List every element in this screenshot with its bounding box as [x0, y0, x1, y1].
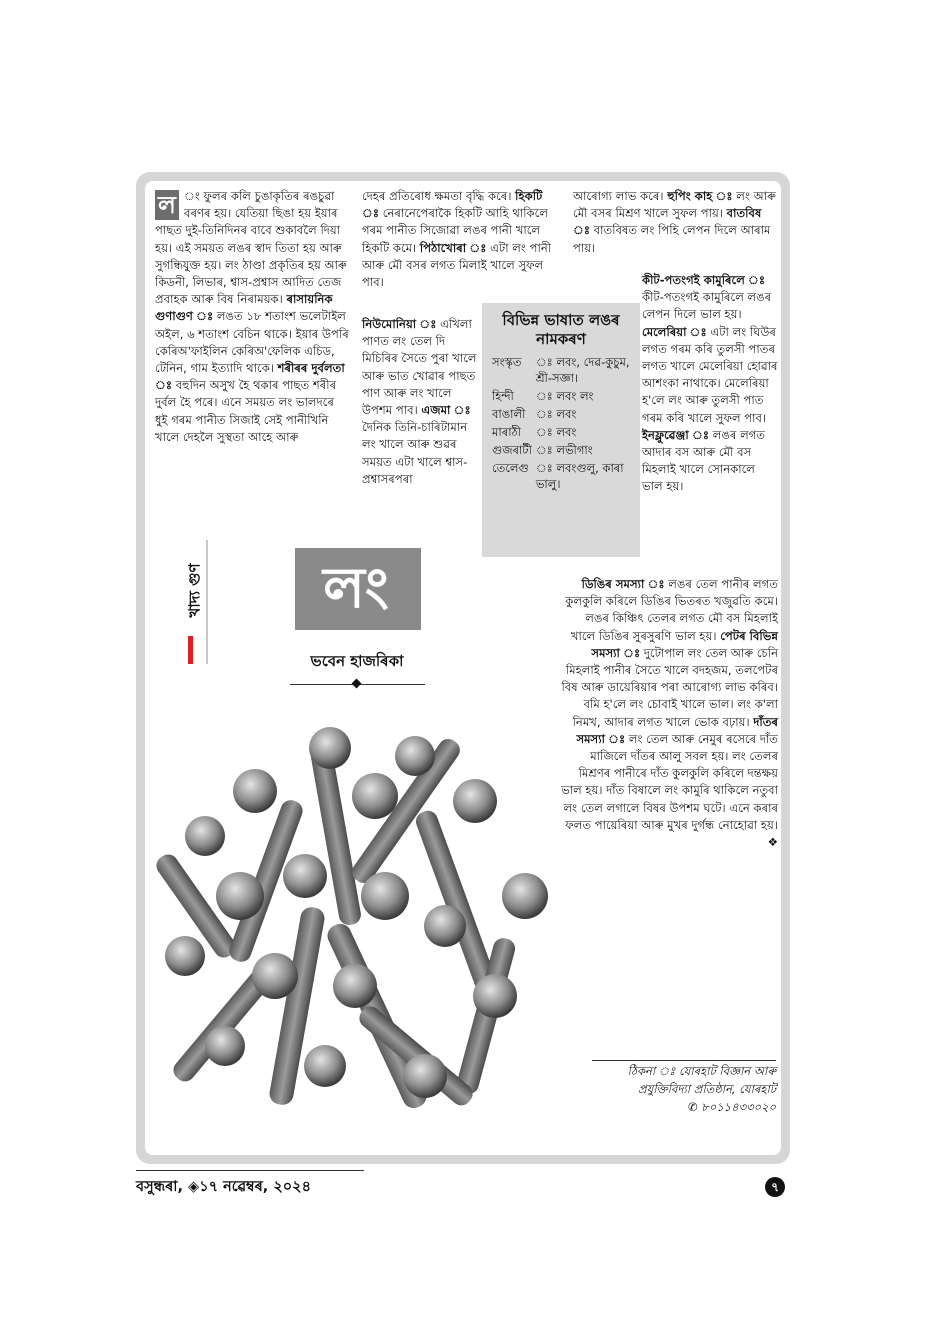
footer-divider [136, 1170, 364, 1171]
name-cell: ঃ লবং লং [535, 389, 594, 403]
col2-lead: দেহৰ প্ৰতিৰোধ ক্ষমতা বৃদ্ধি কৰে। [362, 189, 512, 203]
col3-lead: আৰোগ্য লাভ কৰে। [573, 189, 664, 203]
stomach-text: দুটোপাল লং তেল আৰু চেনি মিহলাই পানীৰ সৈতে খালে বদহজম, তলপেটৰ বিষ আৰু ডায়েৰিয়াৰ পৰা আৰোগ্য লাভ কৰিব। [561, 645, 778, 695]
name-cell: ঃ লবং, দেৱ-কুচুম, শ্ৰী-সজ্ঞা। [535, 355, 630, 385]
signature-divider [592, 1060, 776, 1061]
influenza-text: লঙৰ লগত আদাৰ বস আৰু মৌ বস মিহলাই খালে সোনকালে ভাল হয়। [642, 427, 766, 494]
whooping-cough-text: লং আৰু মৌ বসৰ মিশ্ৰণ খালে সুফল পায়। [573, 189, 776, 221]
clove-photo [145, 686, 565, 1142]
table-row [490, 353, 640, 387]
table-row [490, 441, 640, 459]
heading-pneumonia: নিউমোনিয়া ঃ [362, 317, 437, 331]
heading-stomach: পেটৰ বিভিন্ন সমস্যা ঃ [591, 628, 778, 660]
column-lower-right [560, 576, 778, 851]
address-line-2: প্ৰযুক্তিবিদ্যা প্ৰতিষ্ঠান, যোৰহাট [638, 1082, 776, 1096]
table-row [490, 423, 640, 441]
throat-text: লঙৰ তেল পানীৰ লগত কুলকুলি কৰিলে ডিঙিৰ ভিতৰত খজুৱতি কমে। লঙৰ কিঞ্চিৎ তেলৰ লগত মৌ বস মিহলাই খালে ডিঙিৰ সুৰসুৰণি ভাল হয়। [565, 577, 778, 643]
name-cell: ঃ লবং [535, 425, 577, 439]
appetite-text: লং ক'লা নিমখ, আদাৰ লগত খালে ভোক বঢ়ায়। [572, 697, 778, 729]
heading-chemical-properties: ৰাসায়নিক গুণাগুণ ঃ [155, 292, 333, 324]
language-table [490, 353, 640, 493]
heading-malaria: মেলেৰিয়া ঃ [642, 324, 707, 339]
column-2 [362, 188, 554, 291]
language-names-box [482, 303, 640, 557]
heading-throat: ডিঙিৰ সমস্যা ঃ [581, 577, 665, 591]
column-3-lower [642, 272, 778, 496]
lang-cell: হিন্দী [492, 389, 514, 403]
asthma-text: দৈনিক তিনি-চাৰিটামান লং খালে আৰু শুৱৰ সময়ত এটা খালে শ্বাস-প্ৰশ্বাসৰপৰা [362, 420, 468, 486]
name-cell: ঃ লবং [535, 407, 577, 421]
teeth-text: লং তেল আৰু নেমুৰ ৰসেৰে দাঁত মাজিলে দাঁতৰ আলু সবল হয়। লং তেলৰ মিশ্ৰণৰ পানীৰে দাঁত কুলকুলি কৰিলে দন্তক্ষয় ভাল হয়। দাঁত বিষালে লং কামুৰি থাকিলে নতুবা লং তেল লগালে বিষৰ উপশম ঘটে। এনে কৰাৰ ফলত পায়েৰিয়া আৰু মুখৰ দুৰ্গন্ধ নোহোৱা হয়। ❖ [561, 731, 778, 850]
name-cell: ঃ লবংগুলু, কাৰা ভালু। [535, 461, 624, 491]
accent-bar [188, 636, 193, 664]
box-title: বিভিন্ন ভাষাত লঙৰ নামকৰণ [502, 311, 620, 348]
column-2-lower [362, 316, 480, 488]
vomit-text: বমি হ'লে লং চোবাই খালে ভাল। [583, 697, 734, 712]
lang-cell: মাৰাঠী [492, 425, 521, 439]
malaria-text: এটা লং ঘিউৰ লগত গৰম কৰি তুলসী পাতৰ লগত খালে মেলেৰিয়া হোৱাৰ আশংকা নাথাকে। মেলেৰিয়া হ'লে লং আৰু তুলসী পাত গৰম কৰি খালে সুফল পাব। [642, 324, 778, 425]
lang-cell: তেলেগু [492, 461, 529, 475]
heading-body-weakness: শৰীৰৰ দুৰ্বলতা ঃ [155, 361, 345, 393]
heading-backache: পিঠাখোৰা ঃ [419, 240, 487, 255]
author-name: ভবেন হাজৰিকা [310, 652, 404, 670]
insect-bite-text: কীট-পতংগই কামুৰিলে লঙৰ লেপন দিলে ভাল হয়। [642, 290, 772, 322]
column-1 [155, 188, 350, 446]
heading-arthritis: বাতবিষ ঃ [573, 206, 762, 238]
name-cell: ঃ লভীগাং [535, 443, 593, 457]
heading-hiccup: হিকটি ঃ [362, 189, 543, 221]
heading-insect-bite: কীট-পতংগই কামুৰিলে ঃ [642, 273, 766, 287]
drop-cap: ল [155, 190, 179, 220]
heading-influenza: ইনফ্লুৱেঞ্জা ঃ [642, 427, 710, 442]
pneumonia-text: এখিলা পাণত লং তেল দি মিচিৰিৰ সৈতে পুৰা খালে আৰু ভাত খোৱাৰ পাছত পাণ আৰু লং খালে উপশম পাব। [362, 317, 477, 418]
column-3 [573, 188, 778, 257]
arthritis-text: বাতবিষত লং পিহি লেপন দিলে আৰাম পায়। [573, 223, 771, 255]
address-line-1: ঠিকনা ঃ যোৰহাট বিজ্ঞান আৰু [627, 1064, 776, 1078]
publication-footer: বসুন্ধৰা, ◈১৭ নৱেম্বৰ, ২০২৪ [136, 1179, 312, 1195]
table-row [490, 459, 640, 493]
hiccup-text: নেৰানেপেৰাকৈ হিকটি আহি থাকিলে গৰম পানীত সিজোৱা লঙৰ পানী খালে হিকটি কমে। [362, 206, 548, 255]
backache-text: এটা লং পানী আৰু মৌ বসৰ লগত মিলাই খালে সুফল পাব। [362, 240, 552, 290]
body-weakness-text: বহুদিন অসুখ হৈ থকাৰ পাছত শৰীৰ দুৰ্বল হৈ পৰে। এনে সময়ত লং ভালদৰে ধুই গৰম পানীত সিজাই সেই পানীখিনি খালে দেহলৈ সুস্থতা আহে আৰু [155, 378, 337, 444]
intro-text: ং ফুলৰ কলি চুঙাকৃতিৰ ৰঙচুৱা বৰণৰ হয়। যেতিয়া ছিঙা হয় ইয়াৰ পাছত দুই-তিনিদিনৰ বাবে শুকাবলৈ দিয়া হয়। এই সময়ত লঙৰ স্বাদ তিতা হয় আৰু সুগন্ধিযুক্ত হয়। লং ঠাণ্ডা প্ৰকৃতিৰ হয় আৰু কিডনী, লিভাৰ, শ্বাস-প্ৰশ্বাস আদিত তেজ প্ৰবাহক আৰু বিষ নিৰাময়ক। [155, 189, 347, 307]
author-address [590, 1062, 776, 1116]
heading-whooping-cough: হুপিং কাহ ঃ [667, 189, 733, 203]
page-number: ৭ [765, 1177, 785, 1197]
lang-cell: গুজৰাটী [492, 443, 532, 457]
section-label: খাদ্য গুণ [185, 563, 204, 618]
section-label-bar [185, 540, 208, 664]
heading-asthma: এজমা ঃ [421, 403, 471, 418]
heading-teeth: দাঁতৰ সমস্যা ঃ [576, 714, 778, 746]
table-row [490, 387, 640, 405]
lang-cell: সংস্কৃত [492, 355, 522, 369]
article-title: লং [295, 548, 421, 630]
chemical-properties-text: লঙত ১৮ শতাংশ ভলেটাইল অইল, ৬ শতাংশ বেচিন থাকে। ইয়াৰ উপৰি কেৰিঅ'ফাইলিন কেৰিঅ'ফেলিক এচিড, টেনিন, গাম ইত্যাদি থাকে। [155, 309, 349, 376]
lang-cell: বাঙালী [492, 407, 526, 421]
phone-number: ✆ ৮০১১৪৩৩০২০ [687, 1100, 776, 1114]
table-row [490, 405, 640, 423]
